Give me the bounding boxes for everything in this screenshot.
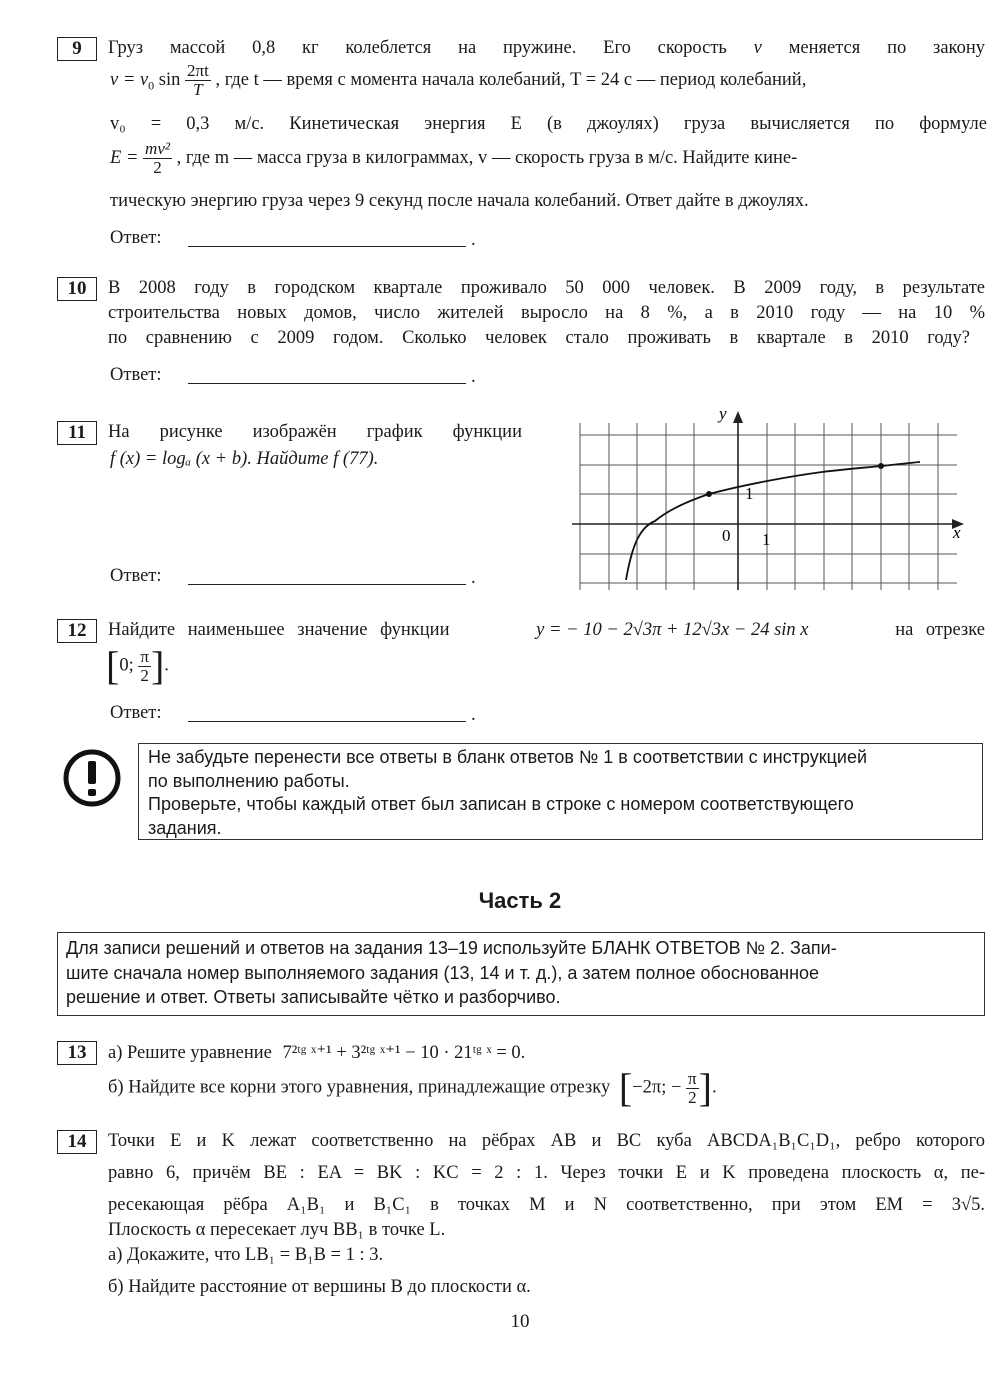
problem-14-line-3: ресекающая рёбра A₁B₁ и B₁C₁ в точках M и N соответственно, при этом EM = 3√5. bbox=[108, 1195, 985, 1215]
problem-9-line-2 bbox=[110, 62, 990, 99]
p9-l1-end: меняется по закону bbox=[788, 38, 986, 58]
x-tick-label: 1 bbox=[762, 530, 771, 549]
problem-10-line-1: В 2008 году в городском квартале проживало 50 000 человек. В 2009 году, в результате bbox=[108, 278, 985, 298]
p10-answer-dot: . bbox=[471, 367, 476, 387]
p9-formula-sub: 0 bbox=[148, 78, 155, 93]
origin-label: 0 bbox=[722, 526, 731, 545]
p11-function-graph bbox=[572, 405, 972, 595]
problem-13-number: 13 bbox=[57, 1041, 97, 1065]
part2-instructions bbox=[57, 932, 985, 1016]
problem-13-a bbox=[108, 1042, 525, 1064]
p13-b-text: б) Найдите все корни этого уравнения, принадлежащие отрезку bbox=[108, 1077, 611, 1098]
problem-14-number: 14 bbox=[57, 1130, 97, 1154]
x-label: x bbox=[953, 523, 961, 542]
problem-14-line-2: равно 6, причём BE : EA = BK : KC = 2 : 1. Через точки E и K проведена плоскость α, пе- bbox=[108, 1163, 985, 1183]
problem-9-number: 9 bbox=[57, 37, 97, 61]
log-curve bbox=[626, 462, 920, 580]
p12-l1-text: Найдите наименьшее значение функции bbox=[108, 620, 450, 640]
part2-line-3: решение и ответ. Ответы записывайте чётко и разборчиво. bbox=[66, 987, 561, 1007]
problem-9-line-1 bbox=[108, 38, 985, 59]
p11-answer-dot: . bbox=[471, 568, 476, 588]
graph-point bbox=[878, 463, 884, 469]
bracket-right: ] bbox=[698, 1065, 712, 1110]
problem-11-line-1: На рисунке изображён график функции bbox=[108, 422, 522, 442]
problem-10-number: 10 bbox=[57, 277, 97, 301]
p9-formula-lhs: v = v bbox=[110, 69, 149, 90]
exclamation-icon bbox=[62, 748, 122, 808]
notice-line-1: Не забудьте перенести все ответы в бланк ответов № 1 в соответствии с инструкцией bbox=[148, 747, 868, 767]
p9-energy-lhs: E = bbox=[110, 147, 139, 168]
p10-answer-field[interactable] bbox=[188, 367, 466, 384]
p11-answer-label: Ответ: bbox=[110, 566, 162, 586]
p13-a-formula: 7²ᵗᵍ ˣ⁺¹ + 3²ᵗᵍ ˣ⁺¹ − 10 · 21ᵗᵍ ˣ = 0. bbox=[282, 1043, 526, 1063]
p9-energy-fraction: $\frac{\text{mv²}}{2}$ bbox=[145, 139, 170, 177]
p9-l1-var: v bbox=[753, 38, 762, 58]
problem-14-a: а) Докажите, что LB₁ = B₁B = 1 : 3. bbox=[108, 1245, 384, 1265]
p9-formula-fraction: $\frac{2\pi t}{T}$ bbox=[187, 61, 209, 99]
part2-line-2: шите сначала номер выполняемого задания (13, 14 и т. д.), а затем полное обоснованное bbox=[66, 962, 820, 983]
p9-l1-text: Груз массой 0,8 кг колеблется на пружине. Его скорость bbox=[108, 38, 727, 58]
notice-line-3: Проверьте, чтобы каждый ответ был записан в строке с номером соответствующего bbox=[148, 794, 854, 814]
problem-14-b: б) Найдите расстояние от вершины B до плоскости α. bbox=[108, 1277, 531, 1297]
p12-answer-label: Ответ: bbox=[110, 703, 162, 723]
p12-formula: y = − 10 − 2√3π + 12√3x − 24 sin x bbox=[536, 620, 809, 640]
p11-answer-field[interactable] bbox=[188, 568, 466, 585]
p12-answer-field[interactable] bbox=[188, 705, 466, 722]
y-tick-label: 1 bbox=[745, 484, 754, 503]
p12-answer-dot: . bbox=[471, 705, 476, 725]
problem-14-line-1: Точки E и K лежат соответственно на рёбрах AB и BC куба ABCDA₁B₁C₁D₁, ребро которого bbox=[108, 1131, 985, 1151]
problem-9-line-4 bbox=[110, 140, 990, 177]
problem-11-line-2: f (x) = logₐ (x + b). Найдите f (77). bbox=[110, 449, 379, 469]
bracket-right: ] bbox=[150, 643, 165, 688]
graph-point bbox=[706, 491, 712, 497]
y-axis-arrow bbox=[733, 411, 743, 423]
notice-line-2: по выполнению работы. bbox=[148, 770, 350, 791]
notice-box bbox=[138, 743, 983, 840]
problem-12-interval: [0; $\frac{\pi}{2}$ ]. bbox=[106, 643, 169, 688]
problem-13-b: б) Найдите все корни этого уравнения, принадлежащие отрезку [−2π; − $\frac{\pi}{2}$ ]. bbox=[108, 1065, 717, 1110]
problem-12-number: 12 bbox=[57, 619, 97, 643]
part2-line-1: Для записи решений и ответов на задания 13–19 используйте БЛАНК ОТВЕТОВ № 2. Запи- bbox=[66, 938, 837, 958]
p9-answer-dot: . bbox=[471, 230, 476, 250]
p12-l1-end: на отрезке bbox=[895, 620, 985, 640]
problem-10-line-2: строительства новых домов, число жителей выросло на 8 %, а в 2010 году — на 10 % bbox=[108, 303, 985, 323]
problem-9-line-3: v₀ = 0,3 м/с. Кинетическая энергия E (в джоулях) груза вычисляется по формуле bbox=[110, 114, 987, 134]
p13-a-text: а) Решите уравнение bbox=[108, 1043, 272, 1063]
problem-10-line-3: по сравнению с 2009 годом. Сколько человек стало проживать в квартале в 2010 году? bbox=[108, 328, 970, 348]
p10-answer-label: Ответ: bbox=[110, 365, 162, 385]
p12-interval-left: 0; bbox=[119, 655, 134, 676]
p13-b-interval-left: −2π; − bbox=[632, 1077, 682, 1098]
p9-l2-text: , где t — время с момента начала колебаний, T = 24 с — период колебаний, bbox=[215, 69, 807, 90]
bracket-left: [ bbox=[618, 1065, 633, 1110]
part2-title: Часть 2 bbox=[478, 888, 562, 913]
bracket-left: [ bbox=[106, 643, 120, 688]
p9-answer-field[interactable] bbox=[188, 230, 466, 247]
p13-b-interval-fraction: $\frac{\pi}{2}$ bbox=[688, 1068, 697, 1107]
problem-9-line-5: тическую энергию груза через 9 секунд после начала колебаний. Ответ дайте в джоулях. bbox=[110, 191, 809, 211]
p12-interval-fraction: $\frac{\pi}{2}$ bbox=[140, 646, 149, 685]
problem-11-number: 11 bbox=[57, 421, 97, 445]
problem-14-line-4: Плоскость α пересекает луч BB₁ в точке L. bbox=[108, 1220, 446, 1240]
p9-formula-sin: sin bbox=[158, 69, 181, 90]
page-number: 10 bbox=[510, 1311, 530, 1332]
p9-l4-text: , где m — масса груза в килограммах, v — скорость груза в м/с. Найдите кине- bbox=[176, 147, 798, 168]
problem-12-line-1 bbox=[108, 620, 985, 641]
notice-line-4: задания. bbox=[148, 817, 222, 838]
p9-answer-label: Ответ: bbox=[110, 228, 162, 248]
y-label: y bbox=[719, 405, 727, 423]
